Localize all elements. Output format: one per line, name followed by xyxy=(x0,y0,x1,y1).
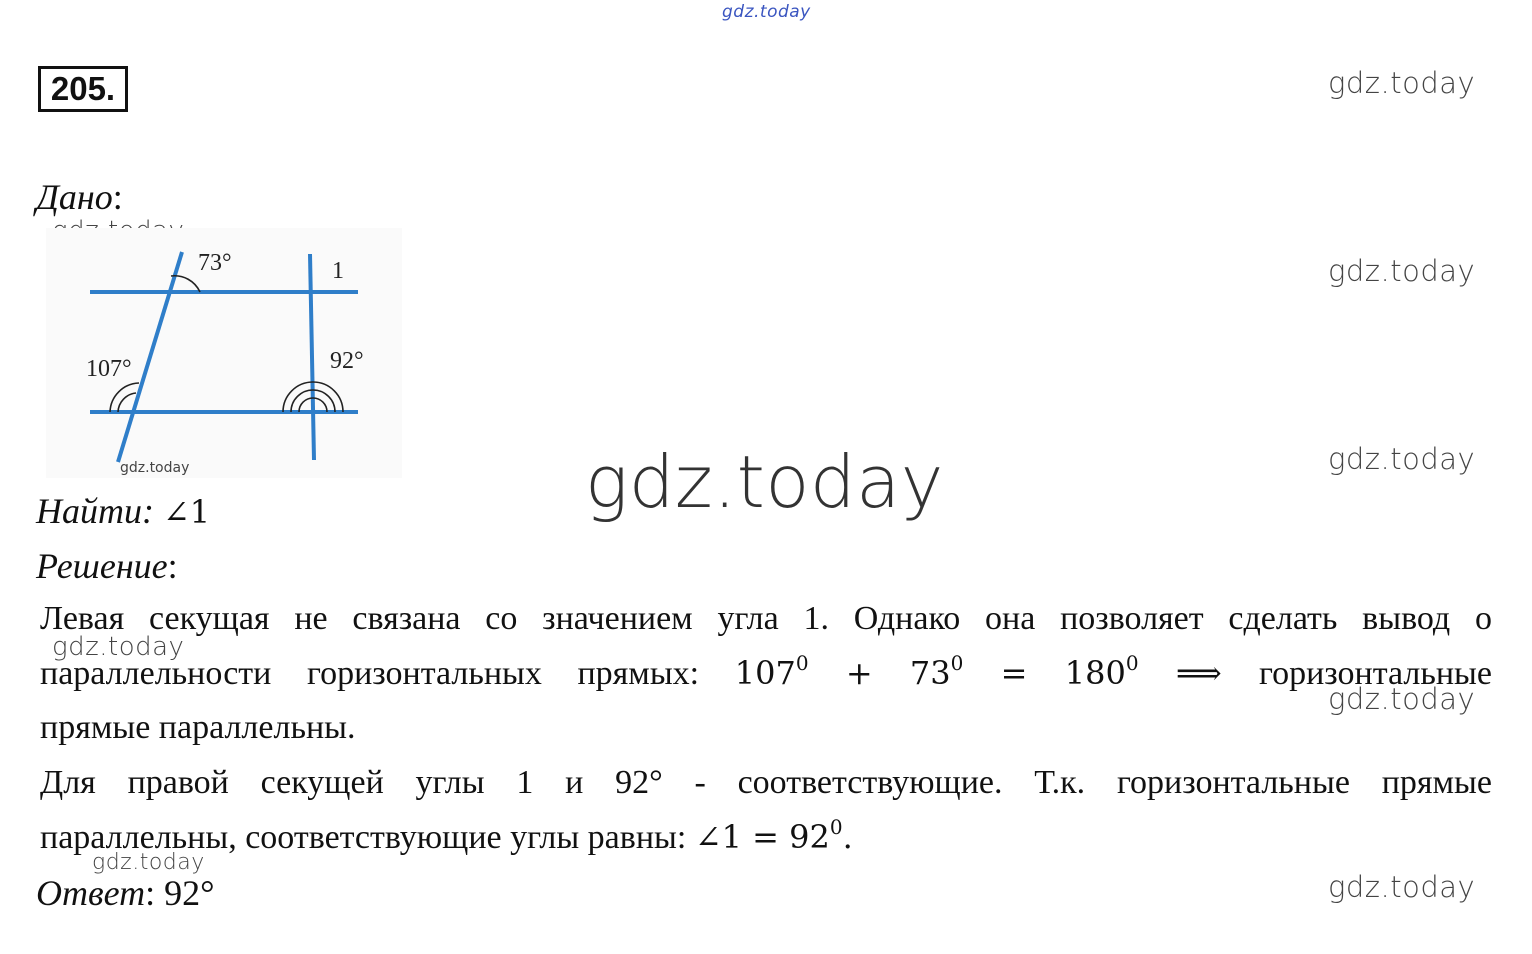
watermark-left-2: gdz.today xyxy=(92,850,205,875)
find-label: Найти: ∠1 xyxy=(36,491,211,531)
watermark-right-5: gdz.today xyxy=(1328,870,1476,904)
label-1: 1 xyxy=(332,258,344,284)
para1-line2: параллельности горизонтальных прямых: $107^0 + 73^0 = 180^0$ ⟹ горизонтальные xyxy=(40,651,1492,692)
find-value: ∠1 xyxy=(162,493,211,531)
solution-paragraph-2 xyxy=(40,756,1492,865)
watermark-right-1: gdz.today xyxy=(1328,66,1476,100)
answer-label: Ответ: 92° xyxy=(36,873,215,913)
given-label: Дано: xyxy=(36,177,123,217)
label-107: 107° xyxy=(86,356,132,382)
para1-line1: Левая секущая не связана со значением угла 1. Однако она позволяет сделать вывод о xyxy=(40,600,1492,637)
para2-line1: Для правой секущей углы 1 и 92° - соответствующие. Т.к. горизонтальные прямые xyxy=(40,764,1492,801)
watermark-top: gdz.today xyxy=(722,2,811,22)
answer-value: 92° xyxy=(164,873,215,913)
watermark-right-3: gdz.today xyxy=(1328,442,1476,476)
watermark-left-1: gdz.today xyxy=(52,632,185,662)
label-92: 92° xyxy=(330,348,364,374)
geometry-figure xyxy=(46,228,402,478)
watermark-center: gdz.today xyxy=(585,440,944,524)
watermark-right-2: gdz.today xyxy=(1328,254,1476,288)
problem-number: 205. xyxy=(38,66,128,112)
label-73: 73° xyxy=(198,250,232,276)
watermark-right-4: gdz.today xyxy=(1328,682,1476,716)
solution-paragraph-1 xyxy=(40,592,1492,755)
para2-line2: параллельны, соответствующие углы равны: ∠1 = $92^0$. xyxy=(40,815,853,856)
equation-1: $107^0 + 73^0 = 180^0$ ⟹ xyxy=(734,651,1259,692)
equation-2: ∠1 = $92^0$. xyxy=(694,815,853,856)
para1-line3: прямые параллельны. xyxy=(40,709,356,746)
watermark-figure-small: gdz.today xyxy=(120,460,190,476)
solution-label: Решение: xyxy=(36,546,178,586)
figure-svg xyxy=(46,228,402,478)
